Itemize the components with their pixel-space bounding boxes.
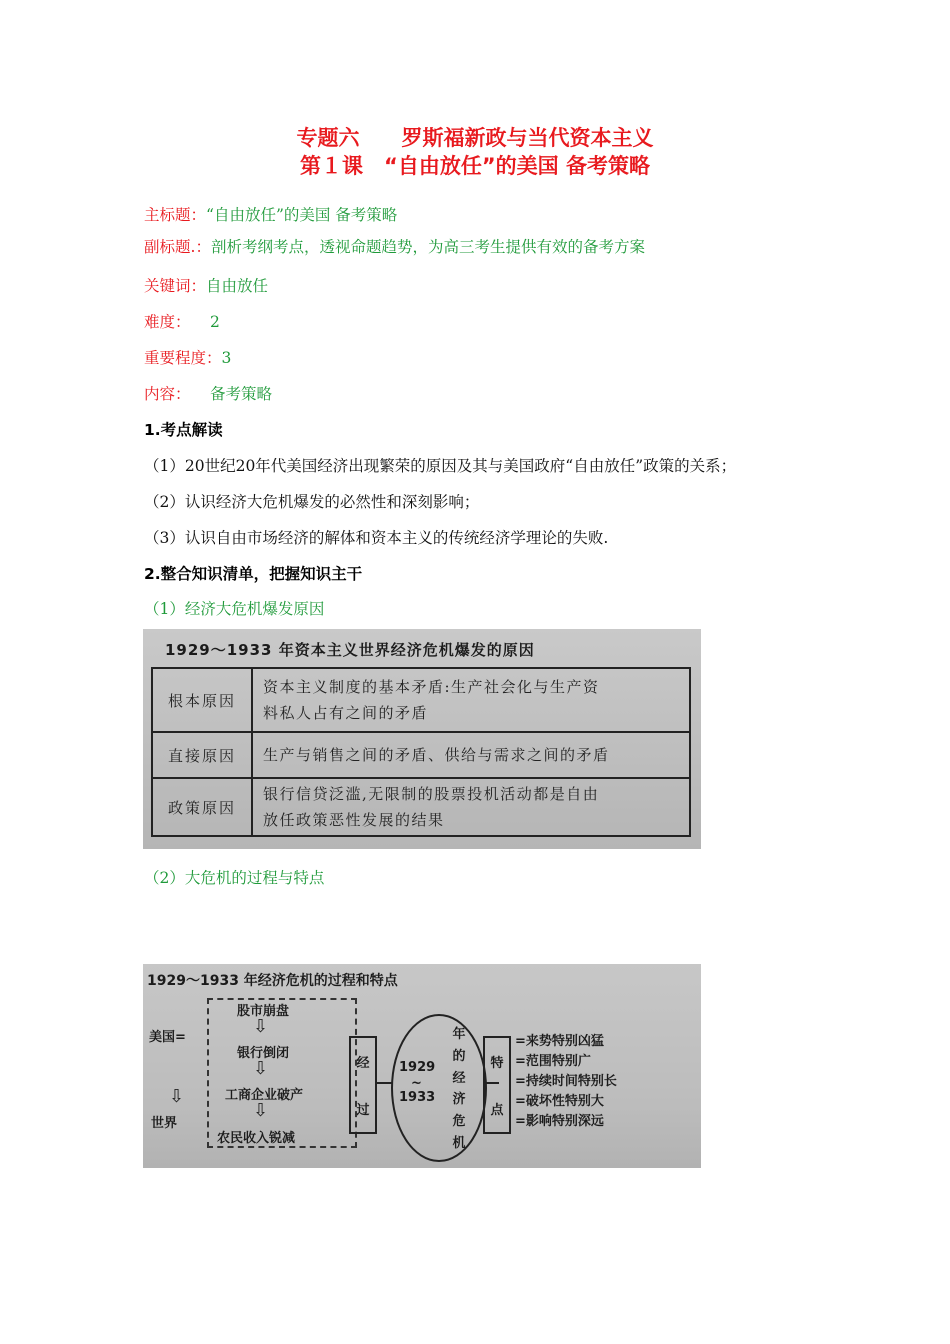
oval-side-text: 年 的 经 济 危 机 — [452, 1027, 466, 1151]
arrow-down-icon: ⇩ — [253, 1058, 269, 1079]
table-row — [153, 733, 689, 779]
content-row — [144, 382, 272, 404]
doc-title-line2: 第１课 “自由放任”的美国 备考策略 — [300, 154, 650, 178]
causes-table-photo — [143, 629, 701, 849]
table-row — [153, 779, 689, 835]
table-row-cell: 银行信贷泛滥,无限制的股票投机活动都是自由 放任政策恶性发展的结果 — [263, 785, 600, 829]
content-value: 备考策略 — [210, 385, 273, 403]
table-row-head: 根本原因 — [153, 669, 253, 731]
main-title-row — [144, 203, 397, 225]
oval-year-start: 1929 — [399, 1060, 436, 1075]
table-row-cell: 资本主义制度的基本矛盾:生产社会化与生产资 料私人占有之间的矛盾 — [263, 678, 600, 722]
importance-value: 3 — [221, 349, 232, 367]
difficulty-row — [144, 310, 220, 332]
section2-sub1: （1）经济大危机爆发原因 — [144, 600, 325, 618]
feature-label-box: 特 点 — [483, 1036, 511, 1134]
subtitle-value: 剖析考纲考点，透视命题趋势，为高三考生提供有效的备考方案 — [210, 238, 645, 256]
oval-tilde: ~ — [411, 1076, 422, 1091]
section2-heading: 2.整合知识清单，把握知识主干 — [144, 565, 363, 583]
oval-year-end: 1933 — [399, 1090, 436, 1105]
importance-row — [144, 346, 231, 368]
feature-5: =影响特别深远 — [515, 1114, 604, 1129]
section2-sub2: （2）大危机的过程与特点 — [144, 869, 325, 887]
arrow-down-icon: ⇩ — [253, 1016, 269, 1037]
feature-4: =破坏性特别大 — [515, 1094, 604, 1109]
usa-label: 美国= — [149, 1030, 186, 1045]
keywords-value: 自由放任 — [206, 277, 269, 295]
causes-table — [151, 667, 691, 837]
table-row-cell: 生产与销售之间的矛盾、供给与需求之间的矛盾 — [263, 746, 610, 764]
feature-2: =范围特别广 — [515, 1054, 591, 1069]
difficulty-value: 2 — [210, 313, 220, 331]
step-1: 股市崩盘 — [237, 1004, 290, 1019]
process-diagram-title: 1929～1933 年经济危机的过程和特点 — [147, 973, 398, 989]
process-steps-box — [207, 998, 357, 1148]
main-title-label: 主标题： — [144, 206, 207, 224]
table-row-head: 直接原因 — [153, 733, 253, 777]
table-row-head: 政策原因 — [153, 779, 253, 835]
section1-heading: 1.考点解读 — [144, 421, 223, 439]
step-4: 农民收入锐减 — [217, 1131, 296, 1146]
crisis-oval — [391, 1014, 487, 1162]
content-label: 内容： — [144, 385, 191, 403]
world-label: 世界 — [151, 1116, 178, 1131]
table-row — [153, 669, 689, 733]
section1-item-3: （3）认识自由市场经济的解体和资本主义的传统经济学理论的失败. — [144, 529, 609, 547]
process-diagram-photo — [143, 964, 701, 1168]
feature-1: =来势特别凶猛 — [515, 1034, 604, 1049]
section1-item-2: （2）认识经济大危机爆发的必然性和深刻影响； — [144, 493, 480, 511]
main-title-value: “自由放任”的美国 备考策略 — [206, 206, 398, 224]
importance-label: 重要程度： — [144, 349, 222, 367]
step-2: 银行倒闭 — [237, 1046, 290, 1061]
keywords-row — [144, 274, 268, 296]
subtitle-label: 副标题 — [144, 238, 191, 256]
subtitle-row: 副标题.：剖析考纲考点，透视命题趋势，为高三考生提供有效的备考方案 — [144, 235, 645, 257]
arrow-down-icon: ⇩ — [253, 1100, 269, 1121]
feature-3: =持续时间特别长 — [515, 1074, 617, 1089]
keywords-label: 关键词： — [144, 277, 207, 295]
section1-item-1: （1）20世纪20年代美国经济出现繁荣的原因及其与美国政府“自由放任”政策的关系； — [144, 457, 737, 475]
doc-title-line1: 专题六 罗斯福新政与当代资本主义 — [296, 126, 654, 150]
causes-table-title: 1929～1933 年资本主义世界经济危机爆发的原因 — [165, 641, 535, 659]
process-label-box: 经 过 — [349, 1036, 377, 1134]
difficulty-label: 难度： — [144, 313, 191, 331]
arrow-down-icon: ⇩ — [169, 1086, 185, 1107]
step-3: 工商企业破产 — [225, 1088, 304, 1103]
